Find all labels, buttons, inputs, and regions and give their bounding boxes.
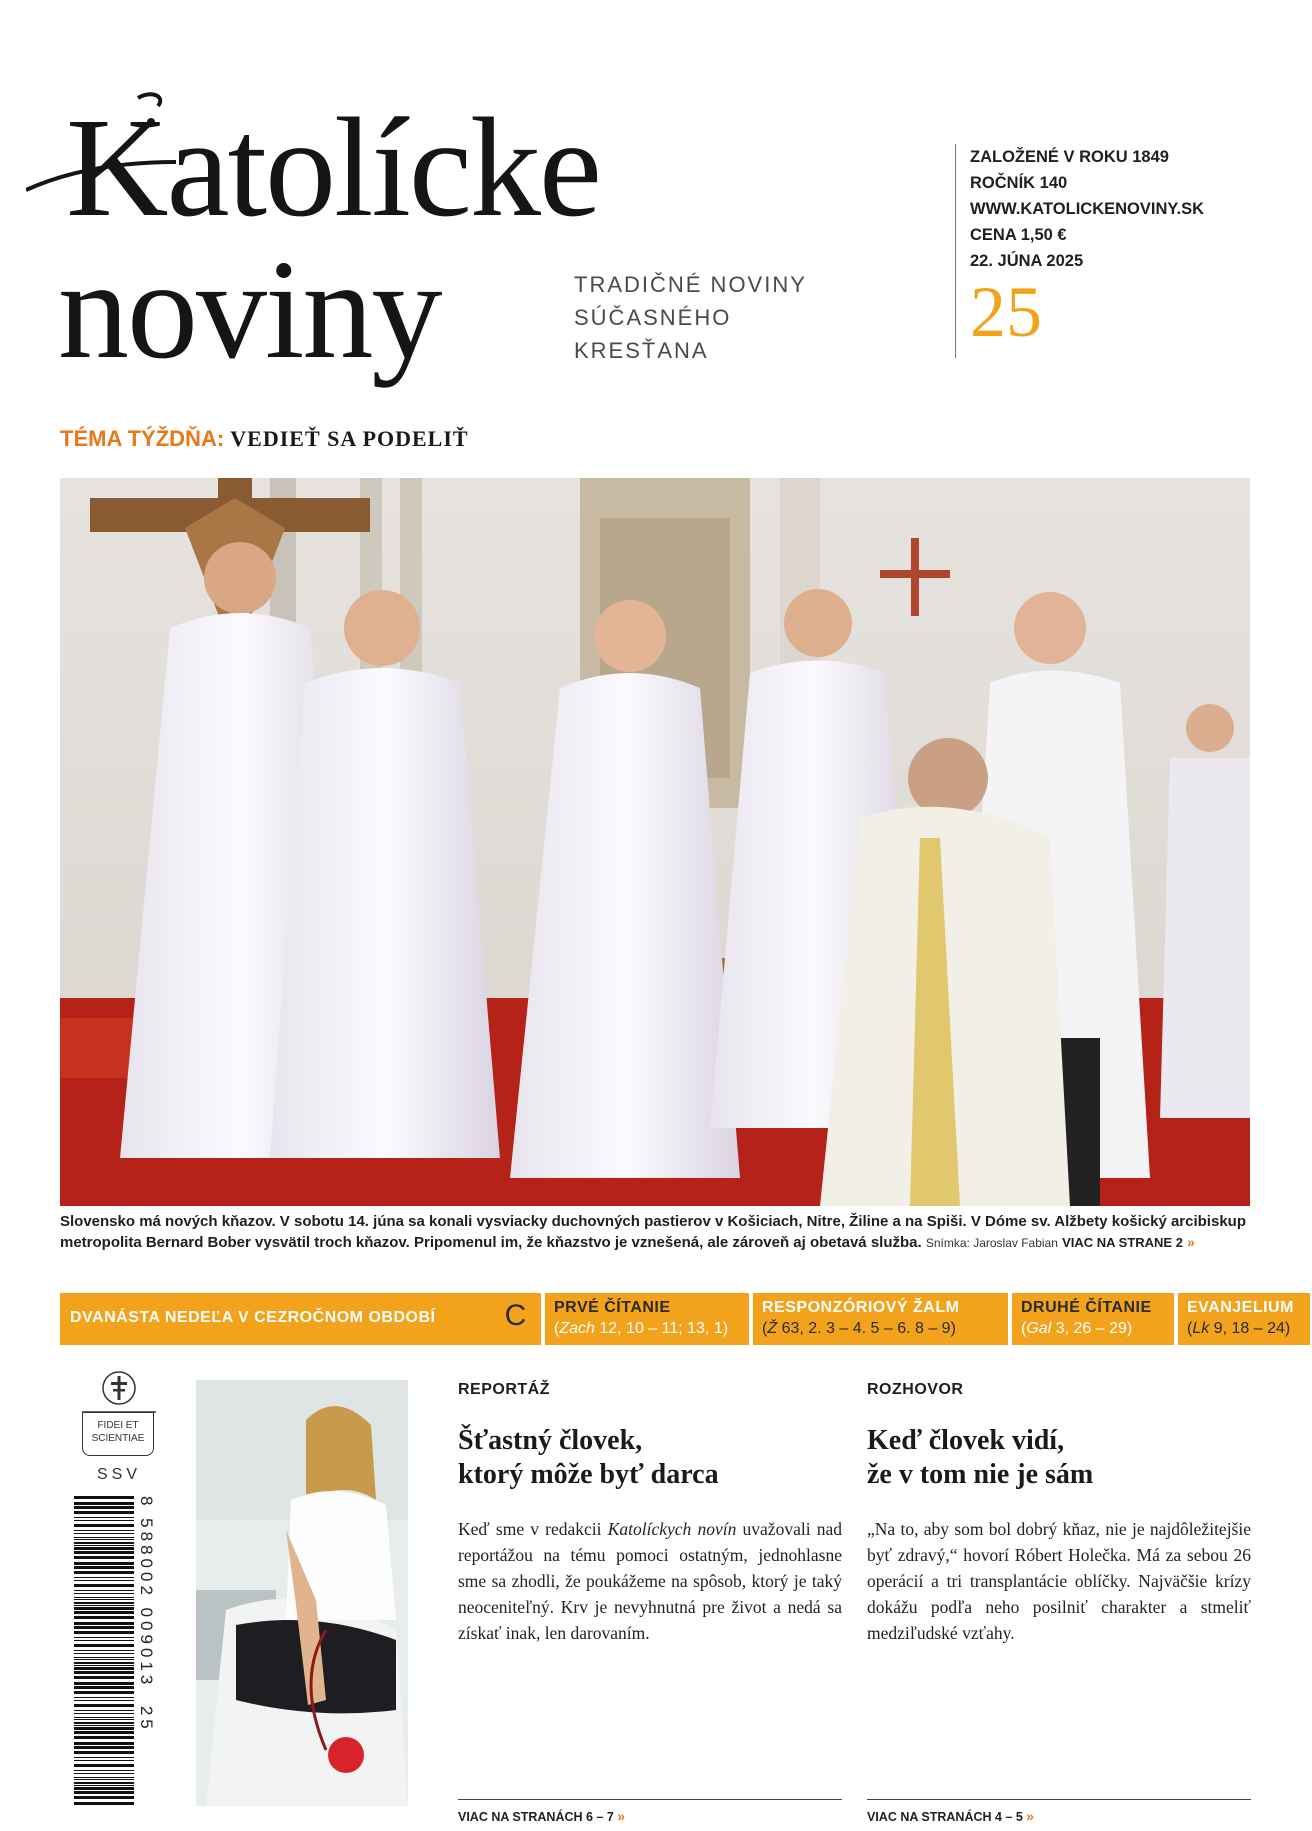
- price-text: CENA 1,50 €: [970, 226, 1067, 244]
- barcode-bar: [74, 1640, 134, 1641]
- barcode-bar: [74, 1616, 134, 1619]
- barcode-bar: [74, 1571, 134, 1574]
- barcode-bar: [74, 1607, 134, 1610]
- barcode-digits-main: 8 588002 009013: [137, 1496, 156, 1689]
- barcode-bar: [74, 1584, 134, 1587]
- barcode-bar: [74, 1626, 134, 1629]
- barcode-bar: [74, 1537, 134, 1538]
- tagline-line: TRADIČNÉ NOVINY: [574, 272, 807, 297]
- barcode-bar: [74, 1562, 134, 1565]
- barcode-bar: [74, 1710, 134, 1711]
- reading-gospel: [1178, 1293, 1310, 1345]
- reading-title: EVANJELIUM: [1187, 1299, 1294, 1316]
- barcode-bar: [74, 1593, 134, 1594]
- ordination-ceremony-photo-icon: [60, 478, 1250, 1206]
- barcode-digits: [136, 1496, 156, 1810]
- blood-donor-photo: [196, 1380, 408, 1806]
- barcode-bar: [74, 1777, 134, 1778]
- article-lead: [458, 1516, 842, 1646]
- barcode-bar: [74, 1502, 134, 1505]
- barcode-number: [138, 1496, 160, 1810]
- barcode-addon: 25: [137, 1705, 156, 1733]
- barcode-bar: [74, 1736, 134, 1739]
- liturgical-year-letter: C: [504, 1299, 527, 1332]
- issue-info: [955, 144, 1275, 358]
- barcode-bar: [74, 1682, 134, 1685]
- barcode-bar: [74, 1665, 134, 1666]
- barcode-bar: [74, 1757, 134, 1758]
- barcode-bar: [74, 1545, 134, 1546]
- lead-emphasis: Katolíckych novín: [607, 1519, 737, 1539]
- theme-of-week: [60, 426, 469, 452]
- more-link-text: VIAC NA STRANÁCH 4 – 5: [867, 1810, 1023, 1824]
- masthead-title-line2: noviny: [58, 230, 441, 388]
- reading-title: DRUHÉ ČÍTANIE: [1021, 1299, 1152, 1316]
- theme-label: TÉMA TÝŽDŇA:: [60, 426, 225, 451]
- liturgical-year: [490, 1293, 541, 1345]
- barcode-bar: [74, 1520, 134, 1521]
- barcode-bar: [74, 1746, 134, 1749]
- reading-verses: 3, 26 – 29: [1055, 1320, 1127, 1337]
- barcode-bar: [74, 1704, 134, 1707]
- barcode-bar: [74, 1653, 134, 1654]
- barcode-bar: [74, 1764, 134, 1767]
- reading-title: PRVÉ ČÍTANIE: [554, 1299, 671, 1316]
- masthead-tagline: [574, 268, 807, 367]
- barcode-bar: [74, 1782, 134, 1784]
- headline-line: Keď človek vidí,: [867, 1425, 1065, 1456]
- barcode-bar: [74, 1700, 134, 1701]
- cover-photo: [60, 478, 1250, 1206]
- barcode-bar: [74, 1631, 134, 1634]
- article-more-link[interactable]: [458, 1799, 842, 1824]
- article-reportage: [458, 1380, 843, 1824]
- article-headline[interactable]: [458, 1424, 842, 1492]
- chevron-right-icon: »: [617, 1808, 626, 1824]
- seal-motto: [82, 1412, 154, 1456]
- barcode-bar: [74, 1566, 134, 1569]
- barcode-bar: [74, 1602, 134, 1604]
- seal-motto-line: FIDEI ET: [97, 1420, 139, 1431]
- barcode-bar: [74, 1751, 134, 1754]
- blood-donor-photo-icon: [196, 1380, 408, 1806]
- reading-verses: 9, 18 – 24: [1213, 1320, 1285, 1337]
- reading-book: Gal: [1026, 1320, 1052, 1337]
- volume-text: ROČNÍK 140: [970, 174, 1068, 192]
- barcode-bar: [74, 1506, 134, 1509]
- sunday-name: DVANÁSTA NEDEĽA V CEZROČNOM OBDOBÍ: [70, 1309, 436, 1326]
- theme-value: VEDIEŤ SA PODELIŤ: [230, 426, 469, 451]
- reading-verses: 63, 2. 3 – 4. 5 – 6. 8 – 9: [781, 1320, 951, 1337]
- barcode-bar: [74, 1779, 134, 1780]
- barcode-bar: [74, 1787, 134, 1790]
- barcode-block: [74, 1370, 174, 1810]
- caption-text: Slovensko má nových kňazov. V sobotu 14. júna sa konali vysviacky duchovných pastierov v Košiciach, Nitre, Žiline a na Spiši. V Dóme sv. Alžbety košický arcibiskup metropolita Bernard Bober vysvätil troch kňazov. Pripomenul im, že kňazstvo je vznešená, ale zároveň aj obetavá služba.: [60, 1213, 1246, 1251]
- barcode-bar: [74, 1725, 134, 1726]
- barcode-icon: [74, 1496, 134, 1810]
- reading-book: Ž: [767, 1320, 778, 1337]
- barcode-bar: [74, 1686, 134, 1689]
- barcode-bar: [74, 1773, 134, 1774]
- article-kicker: REPORTÁŽ: [458, 1381, 550, 1398]
- barcode-bar: [74, 1622, 134, 1625]
- more-link-text: VIAC NA STRANÁCH 6 – 7: [458, 1810, 614, 1824]
- tagline-line: SÚČASNÉHO: [574, 305, 732, 330]
- article-lead: „Na to, aby som bol dobrý kňaz, nie je najdôležitejšie byť zdravý,“ hovorí Róbert Holečka. Má za sebou 26 operácií a tri transplantácie oblíčky. Najväčšie krízy dokážu podľa neho posilniť charakter a stmeliť medziľudské vzťahy.: [867, 1519, 1251, 1643]
- reading-book: Lk: [1192, 1320, 1210, 1337]
- photo-credit: Snímka: Jaroslav Fabian: [925, 1236, 1058, 1250]
- barcode-bar: [74, 1659, 134, 1660]
- founded-text: ZALOŽENÉ V ROKU 1849: [970, 148, 1169, 166]
- barcode-bar: [74, 1590, 134, 1591]
- barcode-bar: [74, 1524, 134, 1527]
- barcode-bar: [74, 1517, 134, 1518]
- barcode-bar: [74, 1662, 134, 1664]
- barcode-bar: [74, 1791, 134, 1794]
- reading-psalm: [753, 1293, 1008, 1345]
- barcode-bar: [74, 1713, 134, 1714]
- liturgy-sunday: [60, 1293, 490, 1345]
- cross-book-icon: [80, 1370, 158, 1414]
- barcode-bar: [74, 1667, 134, 1670]
- lead-text: Keď sme v redakcii: [458, 1519, 608, 1539]
- barcode-bar: [74, 1611, 134, 1614]
- barcode-bar: [74, 1577, 134, 1578]
- barcode-bar: [74, 1637, 134, 1638]
- barcode-bar: [74, 1533, 134, 1534]
- barcode-bar: [74, 1539, 134, 1540]
- article-interview: [867, 1380, 1251, 1824]
- reading-title: RESPONZÓRIOVÝ ŽALM: [762, 1299, 960, 1316]
- photo-caption: [60, 1212, 1250, 1253]
- barcode-bar: [74, 1597, 134, 1598]
- barcode-bar: [74, 1742, 134, 1745]
- article-kicker: ROZHOVOR: [867, 1381, 964, 1398]
- barcode-bar: [74, 1657, 134, 1658]
- barcode-bar: [74, 1599, 134, 1600]
- reading-reference: (Lk 9, 18 – 24): [1187, 1320, 1291, 1337]
- barcode-bar: [74, 1727, 134, 1730]
- reading-reference: (Zach 12, 10 – 11; 13, 1): [554, 1320, 729, 1337]
- barcode-bar: [74, 1542, 134, 1544]
- barcode-bar: [74, 1605, 134, 1606]
- barcode-bar: [74, 1770, 134, 1771]
- website-link[interactable]: WWW.KATOLICKENOVINY.SK: [970, 200, 1205, 218]
- caption-more-link[interactable]: VIAC NA STRANE 2: [1062, 1235, 1183, 1250]
- barcode-bar: [74, 1697, 134, 1698]
- liturgy-band: [60, 1293, 1294, 1345]
- barcode-bar: [74, 1547, 134, 1550]
- masthead-title-line1: Katolícke: [66, 88, 600, 246]
- seal-sign: SSV: [96, 1466, 141, 1483]
- barcode-bar: [74, 1644, 134, 1647]
- barcode-bar: [74, 1691, 134, 1694]
- barcode-bar: [74, 1796, 134, 1799]
- barcode-bar: [74, 1676, 134, 1679]
- barcode-bar: [74, 1719, 134, 1720]
- reading-book: Zach: [559, 1320, 595, 1337]
- masthead-logo: [26, 88, 600, 402]
- reading-first: [545, 1293, 749, 1345]
- reading-reference: (Gal 3, 26 – 29): [1021, 1320, 1133, 1337]
- headline-line: Šťastný človek,: [458, 1425, 643, 1456]
- barcode-bar: [74, 1530, 134, 1531]
- chevron-right-icon: »: [1187, 1234, 1195, 1250]
- barcode-bar: [74, 1511, 134, 1514]
- headline-line: že v tom nie je sám: [867, 1459, 1094, 1490]
- issue-number: 25: [970, 272, 1042, 352]
- barcode-bar: [74, 1551, 134, 1554]
- barcode-bar: [74, 1496, 134, 1499]
- barcode-bar: [74, 1722, 134, 1724]
- barcode-bar: [74, 1785, 134, 1786]
- seal-motto-line: SCIENTIAE: [91, 1433, 145, 1444]
- article-headline[interactable]: [867, 1424, 1251, 1492]
- barcode-bar: [74, 1650, 134, 1651]
- barcode-bar: [74, 1760, 134, 1761]
- barcode-bar: [74, 1556, 134, 1559]
- headline-line: ktorý môže byť darca: [458, 1459, 719, 1490]
- reading-reference: (Ž 63, 2. 3 – 4. 5 – 6. 8 – 9): [762, 1320, 956, 1337]
- article-more-link[interactable]: [867, 1799, 1251, 1824]
- reading-second: [1012, 1293, 1174, 1345]
- barcode-bar: [74, 1671, 134, 1674]
- barcode-bar: [74, 1731, 134, 1734]
- lead-text: uvažovali nad reportážou na tému pomoci ostatným, jednohlasne sme sa zhodli, že poukážeme na spôsob, ktorý je taký neoceniteľný. Krv je nevyhnutná pre život a nedá sa získať inak, len darovaním.: [458, 1519, 843, 1643]
- barcode-bar: [74, 1717, 134, 1718]
- barcode-bar: [74, 1580, 134, 1581]
- reading-verses: 12, 10 – 11; 13, 1: [599, 1320, 723, 1337]
- tagline-line: KRESŤANA: [574, 338, 709, 363]
- issue-date: 22. JÚNA 2025: [970, 252, 1084, 270]
- barcode-bar: [74, 1802, 134, 1805]
- ssv-seal: [80, 1370, 158, 1488]
- chevron-right-icon: »: [1026, 1808, 1035, 1824]
